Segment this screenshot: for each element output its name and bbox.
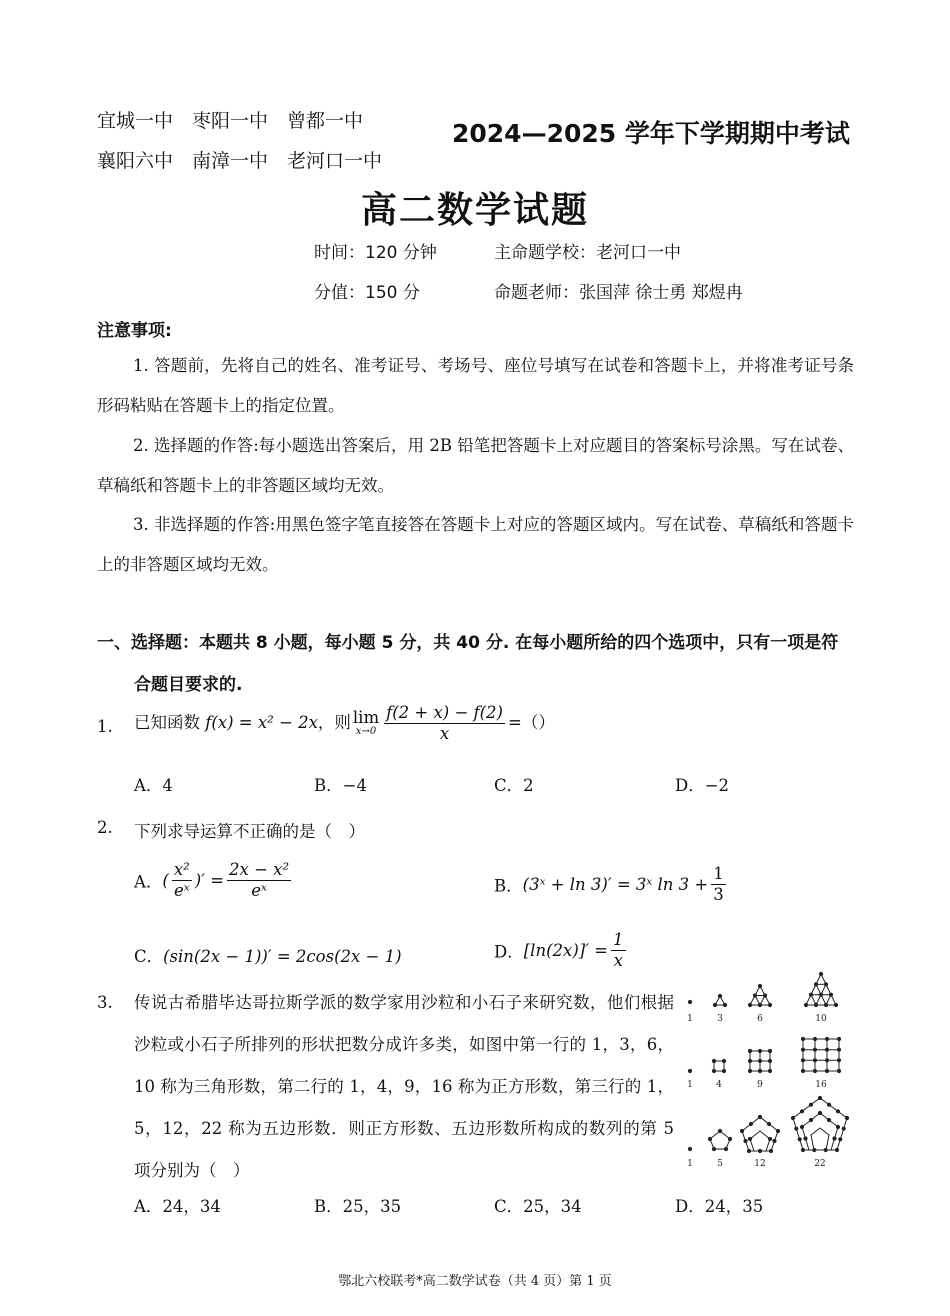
q1-fraction	[384, 703, 505, 744]
figure-labels	[687, 1014, 827, 1169]
q1-limit	[353, 710, 379, 737]
q1-stem	[134, 703, 555, 744]
notice-title: 注意事项:	[97, 321, 172, 341]
exam-title: 2024—2025 学年下学期期中考试	[452, 119, 850, 148]
q1-option-a[interactable]: A．4	[134, 776, 173, 795]
exam-teachers: 命题老师：张国萍 徐士勇 郑煜冉	[494, 283, 743, 303]
q2-d-expr: [ln(2x)]′ =	[523, 940, 609, 960]
triangular-row	[688, 972, 837, 1006]
q1-numerator: f(2 + x) − f(2)	[386, 703, 503, 722]
q2-a-lhs-den: eˣ	[174, 880, 190, 900]
q3-stem: 传说古希腊毕达哥拉斯学派的数学家用沙粒和小石子来研究数，他们根据沙粒或小石子所排列的形状把数分成许多类，如图中第一行的 1，3，6，10 称为三角形数，第二行的 1，4，9，16 称为正方形数，第三行的 1，5，12，22 称为五边形数．则正方形数、五边形数所构成的数列的第 5 项分别为（ ）	[134, 993, 674, 1180]
notice-item-1: 1. 答题前，先将自己的姓名、准考证号、考场号、座位号填写在试卷和答题卡上，并将准考证号条形码粘贴在答题卡上的指定位置。	[97, 356, 854, 415]
q1-lim-sub: x→0	[355, 725, 377, 737]
q2-b-label: B．	[494, 876, 523, 896]
page-title: 高二数学试题	[360, 190, 589, 231]
q1-option-c[interactable]: C．2	[494, 776, 534, 795]
pent-shape-5	[710, 1131, 730, 1149]
pent-shape-22	[793, 1098, 847, 1150]
q1-mid: ，则	[317, 712, 351, 732]
q2-b-expr: (3ˣ + ln 3)′ = 3ˣ ln 3 +	[522, 874, 709, 894]
label-pent-1: 1	[687, 1159, 693, 1169]
sq-shape-4	[714, 1061, 724, 1071]
label-sq-4: 4	[716, 1080, 722, 1090]
label-pent-22: 22	[814, 1159, 826, 1169]
label-sq-1: 1	[687, 1080, 693, 1090]
label-sq-9: 9	[757, 1080, 763, 1090]
label-tri-10: 10	[815, 1014, 827, 1024]
q2-a-rhs-den: eˣ	[251, 880, 267, 900]
q2-number: 2.	[97, 818, 113, 837]
exam-score: 分值：150 分	[314, 283, 420, 303]
q3-option-d[interactable]: D．24，35	[675, 1197, 764, 1216]
square-row	[688, 1037, 840, 1072]
label-pent-5: 5	[717, 1159, 723, 1169]
q2-c-label: C．	[134, 947, 164, 966]
q2-a-label: A．	[134, 872, 163, 892]
q1-suffix: =（）	[508, 712, 555, 732]
q2-b-den: 3	[713, 884, 724, 904]
sq-dot-1	[688, 1069, 691, 1072]
q1-denominator: x	[439, 723, 450, 743]
section-heading: 一、选择题：本题共 8 小题，每小题 5 分，共 40 分. 在每小题所给的四个选项中，只有一项是符	[97, 633, 839, 653]
pent-shape-12	[742, 1117, 778, 1151]
q1-option-b[interactable]: B．−4	[314, 776, 367, 795]
q1-function: f(x) = x² − 2x	[205, 712, 318, 732]
q2-option-b[interactable]	[494, 864, 729, 905]
exam-time: 时间：120 分钟	[314, 243, 437, 263]
q1-number: 1.	[97, 717, 113, 736]
tri-dot-1	[688, 1000, 691, 1003]
q2-d-label: D．	[494, 942, 524, 962]
pentagonal-row	[688, 1096, 848, 1152]
q2-option-c[interactable]	[134, 943, 402, 967]
q2-stem: 下列求导运算不正确的是（ ）	[134, 822, 365, 841]
q1-prefix: 已知函数	[134, 712, 200, 732]
q2-a-rhs-num: 2x − x²	[229, 860, 290, 879]
q3-option-a[interactable]: A．24，34	[134, 1197, 221, 1216]
q2-c-expr: (sin(2x − 1))′ = 2cos(2x − 1)	[163, 947, 402, 966]
notice-item-3: 3. 非选择题的作答:用黑色签字笔直接答在答题卡上对应的答题区域内。写在试卷、草稿纸和答题卡上的非答题区域均无效。	[97, 515, 854, 574]
q3-option-b[interactable]: B．25，35	[314, 1197, 402, 1216]
q2-d-fraction	[611, 930, 626, 971]
schools-row-1: 宜城一中 枣阳一中 曾都一中	[97, 110, 364, 132]
page-footer: 鄂北六校联考*高二数学试卷（共 4 页）第 1 页	[338, 1274, 612, 1289]
q3-option-c[interactable]: C．25，34	[494, 1197, 582, 1216]
q2-b-num: 1	[713, 864, 724, 883]
label-pent-12: 12	[754, 1159, 766, 1169]
q2-a-rhs-fraction	[227, 860, 291, 901]
section-heading-cont: 合题目要求的.	[134, 675, 243, 695]
q1-lim-word: lim	[352, 708, 380, 728]
label-tri-3: 3	[717, 1014, 723, 1024]
label-tri-6: 6	[757, 1014, 763, 1024]
label-sq-16: 16	[815, 1080, 827, 1090]
q2-a-lhs-fraction	[172, 860, 192, 901]
notice-item-2: 2. 选择题的作答:每小题选出答案后，用 2B 铅笔把答题卡上对应题目的答案标号涂黑。写在试卷、草稿纸和答题卡上的非答题区域均无效。	[97, 436, 854, 495]
q3-number: 3.	[97, 993, 113, 1012]
q2-option-d[interactable]	[494, 930, 629, 971]
sq-shape-16	[803, 1039, 839, 1071]
pent-dot-1	[688, 1147, 691, 1150]
schools-row-2: 襄阳六中 南漳一中 老河口一中	[97, 150, 383, 172]
q2-a-lhs-num: x²	[173, 860, 190, 879]
q2-d-den: x	[613, 950, 623, 970]
lead-school: 主命题学校：老河口一中	[494, 243, 681, 263]
q2-b-fraction	[711, 864, 726, 905]
q2-option-a[interactable]: A．( $\frac{\text{x²}}{\text{eˣ}}$ )′ = $\frac{\text{2x − x²}}{\text{eˣ}}$	[134, 860, 290, 900]
q2-d-num: 1	[613, 930, 624, 949]
figurate-numbers-figure	[680, 968, 860, 1173]
tri-shape-10	[806, 974, 836, 1005]
label-tri-1: 1	[687, 1014, 693, 1024]
q1-option-d[interactable]: D．−2	[675, 776, 730, 795]
